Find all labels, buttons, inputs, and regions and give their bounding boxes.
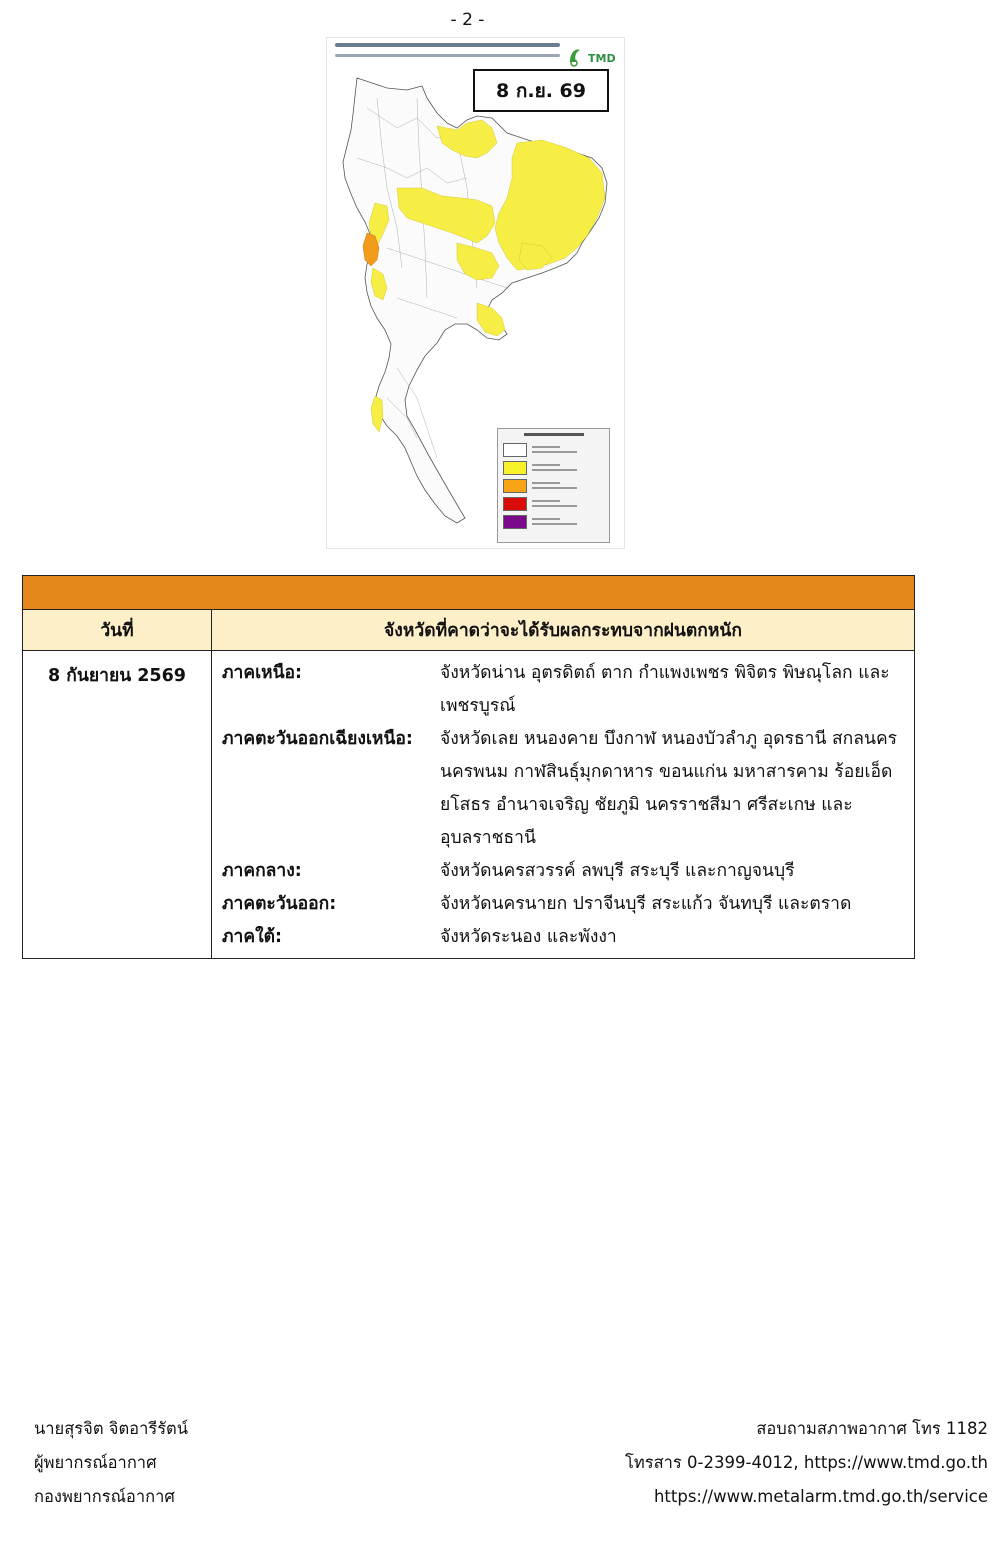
rainfall-forecast-map [326,37,625,549]
region-name-northeast: ภาคตะวันออกเฉียงเหนือ: [222,729,413,749]
legend-item-white [503,442,604,457]
footer-forecaster [34,1412,188,1514]
region-provinces-northeast: จังหวัดเลย หนองคาย บึงกาฬ หนองบัวลำภู อุดรธานี สกลนคร นครพนม กาฬสินธุ์มุกดาหาร ขอนแก่น มหาสารคาม ร้อยเอ็ด ยโสธร อำนาจเจริญ ชัยภูมิ นครราชสีมา ศรีสะเกษ และอุบลราชธานี [440,729,898,848]
contact-phone: สอบถามสภาพอากาศ โทร 1182 [756,1419,988,1438]
map-date-label: 8 ก.ย. 69 [473,69,609,112]
region-name-north: ภาคเหนือ: [222,663,303,683]
legend-swatch [503,443,527,457]
regions-cell [212,651,915,959]
table-header-row [23,610,915,651]
region-provinces-north: จังหวัดน่าน อุตรดิตถ์ ตาก กำแพงเพชร พิจิตร พิษณุโลก และเพชรบูรณ์ [440,663,890,716]
legend-swatch [503,515,527,529]
forecast-date: 8 กันยายน 2569 [23,651,212,959]
legend-item-red [503,496,604,511]
heavy-rain-forecast-table [22,575,915,959]
forecaster-name: นายสุรจิต จิตอารีรัตน์ [34,1419,189,1438]
legend-swatch [503,497,527,511]
legend-text-lines [532,517,587,527]
contact-fax-website[interactable]: โทรสาร 0-2399-4012, https://www.tmd.go.th [625,1453,988,1472]
legend-title [503,432,604,439]
legend-item-yellow [503,460,604,475]
legend-item-purple [503,514,604,529]
forecaster-title: ผู้พยากรณ์อากาศ [34,1453,157,1472]
legend-text-lines [532,481,587,491]
contact-service-link[interactable]: https://www.metalarm.tmd.go.th/service [653,1487,988,1506]
legend-swatch [503,479,527,493]
page-number: - 2 - [450,10,485,30]
region-name-east: ภาคตะวันออก: [222,894,337,914]
table-row [23,651,915,959]
region-name-central: ภาคกลาง: [222,861,302,881]
table-title-bar [23,576,915,610]
legend-item-orange [503,478,604,493]
map-legend [497,428,610,543]
legend-text-lines [532,499,587,509]
legend-text-lines [532,445,587,455]
tmd-logo-text: TMD [588,52,616,65]
column-header-provinces: จังหวัดที่คาดว่าจะได้รับผลกระทบจากฝนตกหนัก [212,610,915,651]
forecaster-division: กองพยากรณ์อากาศ [34,1487,175,1506]
legend-swatch [503,461,527,475]
region-name-south: ภาคใต้: [222,927,282,947]
legend-text-lines [532,463,587,473]
region-provinces-east: จังหวัดนครนายก ปราจีนบุรี สระแก้ว จันทบุรี และตราด [440,894,852,914]
region-provinces-central: จังหวัดนครสวรรค์ ลพบุรี สระบุรี และกาญจนบุรี [440,861,795,881]
column-header-date: วันที่ [23,610,212,651]
region-provinces-south: จังหวัดระนอง และพังงา [440,927,617,947]
footer-contact [625,1412,988,1514]
